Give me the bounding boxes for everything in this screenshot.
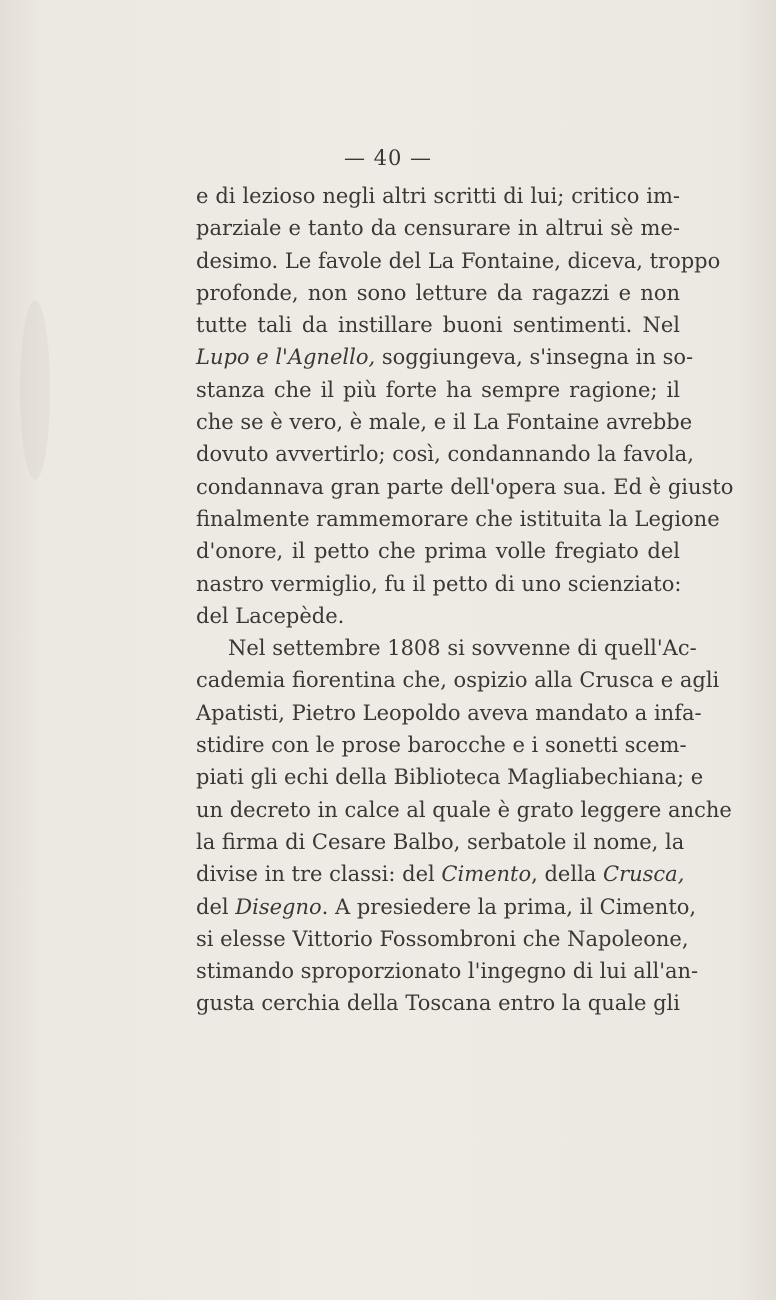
text-line: dovuto avvertirlo; così, condannando la favola, xyxy=(196,442,694,467)
body-text xyxy=(196,180,734,1020)
text-line: stidire con le prose barocche e i sonetti scem- xyxy=(196,733,687,758)
text-line: gusta cerchia della Toscana entro la quale gli xyxy=(196,991,680,1016)
text-fragment: del xyxy=(196,894,236,919)
text-line xyxy=(196,858,685,890)
text-line: desimo. Le favole del La Fontaine, diceva, troppo xyxy=(196,248,721,273)
text-line xyxy=(196,891,697,923)
text-line: condannava gran parte dell'opera sua. Ed è giusto xyxy=(196,474,734,499)
text-line: Nel settembre 1808 si sovvenne di quell'Ac- xyxy=(228,636,697,661)
text-line xyxy=(196,341,694,373)
text-line: stanza che il più forte ha sempre ragione; il xyxy=(196,377,680,402)
text-line: nastro vermiglio, fu il petto di uno scienziato: xyxy=(196,571,682,596)
text-line: profonde, non sono letture da ragazzi e non xyxy=(196,280,680,305)
text-line: e di lezioso negli altri scritti di lui; critico im- xyxy=(196,184,680,208)
text-fragment: soggiungeva, s'insegna in so- xyxy=(375,345,694,370)
text-line: cademia fiorentina che, ospizio alla Crusca e agli xyxy=(196,668,720,693)
text-line: finalmente rammemorare che istituita la Legione xyxy=(196,506,720,531)
italic-title: Lupo e l'Agnello, xyxy=(196,345,376,370)
page-number: — 40 — xyxy=(343,146,433,170)
text-fragment: . A presiedere la prima, il Cimento, xyxy=(321,894,697,919)
text-fragment: , della xyxy=(531,862,603,887)
text-line: si elesse Vittorio Fossombroni che Napoleone, xyxy=(196,926,689,951)
text-line: stimando sproporzionato l'ingegno di lui all'an- xyxy=(196,959,699,984)
text-line: un decreto in calce al quale è grato leggere anche xyxy=(196,797,732,822)
italic-term: Disegno xyxy=(235,894,322,919)
text-line: la firma di Cesare Balbo, serbatole il nome, la xyxy=(196,829,685,854)
text-fragment: divise in tre classi: del xyxy=(196,862,442,887)
text-line: tutte tali da instillare buoni sentimenti. Nel xyxy=(196,313,680,338)
italic-term: Crusca, xyxy=(603,862,685,887)
text-line: che se è vero, è male, e il La Fontaine avrebbe xyxy=(196,410,693,435)
text-line: Apatisti, Pietro Leopoldo aveva mandato a infa- xyxy=(196,700,702,725)
italic-term: Cimento xyxy=(441,862,532,887)
text-line: d'onore, il petto che prima volle fregiato del xyxy=(196,539,680,564)
text-line: del Lacepède. xyxy=(196,603,345,628)
text-line: parziale e tanto da censurare in altrui sè me- xyxy=(196,216,680,241)
paper-stain xyxy=(20,300,50,480)
text-line: piati gli echi della Biblioteca Magliabechiana; e xyxy=(196,765,704,790)
